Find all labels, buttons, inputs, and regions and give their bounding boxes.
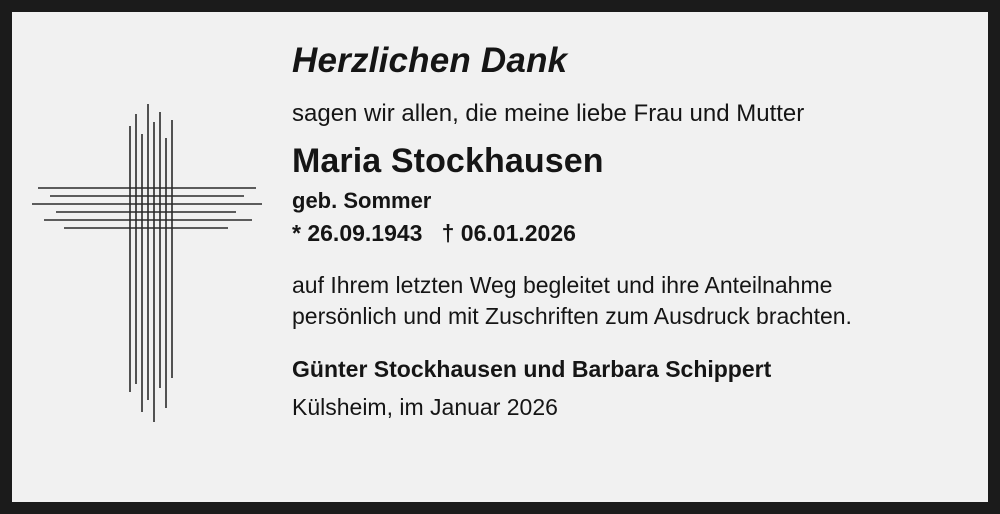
cross-icon: [30, 92, 270, 432]
notice-inner-frame: [10, 10, 990, 504]
intro-text: sagen wir allen, die meine liebe Frau und Mutter: [292, 99, 805, 127]
maiden-name: geb. Sommer: [292, 187, 432, 213]
body-text: [292, 270, 958, 332]
birth-death-dates: * 26.09.1943 † 06.01.2026: [292, 220, 576, 247]
survivors-names: Günter Stockhausen und Barbara Schippert: [292, 355, 772, 382]
body-line-1: auf Ihrem letzten Weg begleitet und ihre Anteilnahme: [292, 271, 833, 298]
notice-text-area: [287, 12, 988, 502]
body-line-2: persönlich und mit Zuschriften zum Ausdruck brachten.: [292, 302, 852, 329]
deceased-name: Maria Stockhausen: [292, 141, 604, 180]
page-title: Herzlichen Dank: [292, 41, 568, 80]
place-and-date: Külsheim, im Januar 2026: [292, 393, 558, 420]
cross-illustration-area: [12, 12, 287, 502]
